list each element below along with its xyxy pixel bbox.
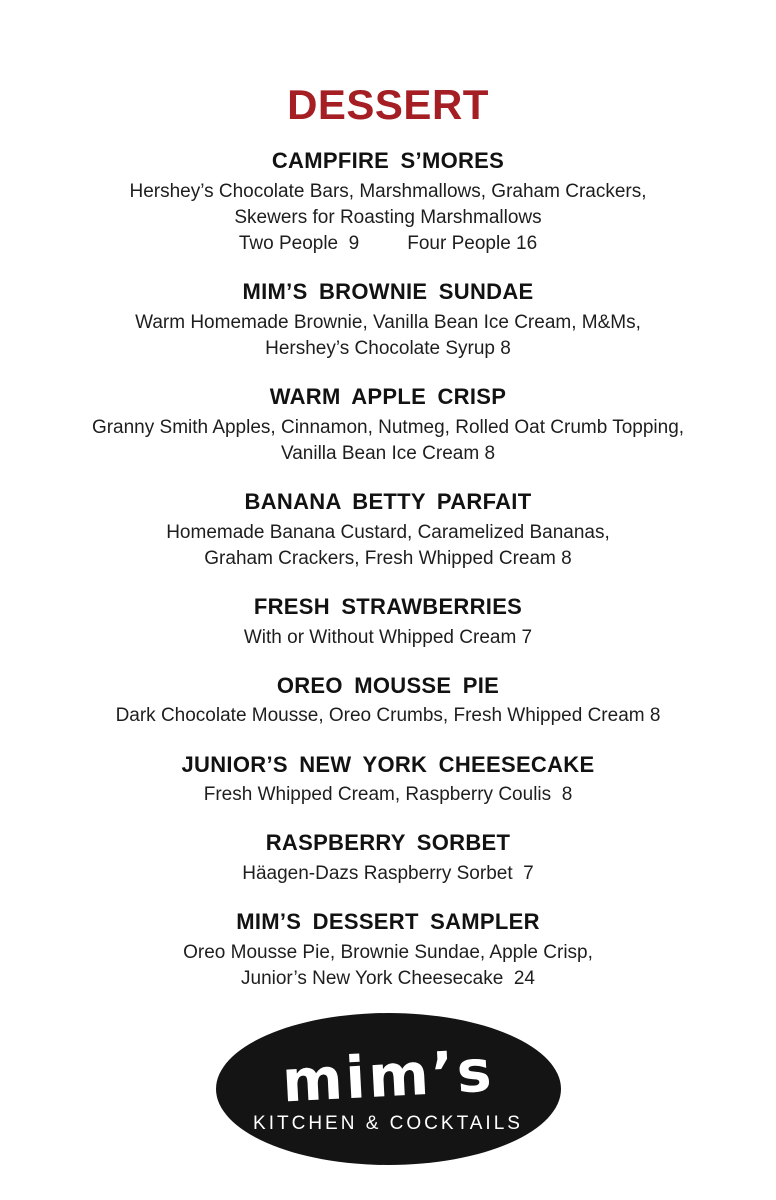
item-description-line: Graham Crackers, Fresh Whipped Cream 8 (204, 547, 572, 569)
item-description-line: Fresh Whipped Cream, Raspberry Coulis 8 (203, 784, 573, 806)
item-name: FRESH STRAWBERRIES (253, 594, 523, 620)
item-name: CAMPFIRE S’MORES (271, 148, 505, 174)
menu-item-campfire-smores (0, 147, 776, 257)
item-description-line: Häagen-Dazs Raspberry Sorbet 7 (242, 862, 534, 884)
menu-item-juniors-cheesecake (0, 751, 776, 809)
logo-wordmark: mim’s (280, 1036, 496, 1116)
item-description-line: Granny Smith Apples, Cinnamon, Nutmeg, Rolled Oat Crumb Topping, (91, 416, 685, 438)
item-name: MIM’S DESSERT SAMPLER (236, 909, 540, 935)
item-description-line: Dark Chocolate Mousse, Oreo Crumbs, Fresh Whipped Cream 8 (115, 705, 661, 727)
item-name: BANANA BETTY PARFAIT (244, 489, 532, 515)
menu-item-raspberry-sorbet (0, 829, 776, 887)
price-option-four-people: Four People 16 (407, 233, 538, 255)
item-description-line: Hershey’s Chocolate Bars, Marshmallows, Graham Crackers, (129, 180, 647, 202)
item-name: OREO MOUSSE PIE (276, 672, 500, 698)
item-description-line: With or Without Whipped Cream 7 (243, 626, 533, 648)
item-description-line: Warm Homemade Brownie, Vanilla Bean Ice Cream, M&Ms, (135, 311, 641, 333)
item-name: WARM APPLE CRISP (269, 384, 507, 410)
menu-item-dessert-sampler (0, 908, 776, 992)
price-options-row (0, 231, 776, 257)
item-description-line: Vanilla Bean Ice Cream 8 (280, 443, 496, 464)
item-description-line: Skewers for Roasting Marshmallows (234, 206, 542, 228)
item-description-line: Junior’s New York Cheesecake 24 (241, 967, 535, 989)
item-description-line: Homemade Banana Custard, Caramelized Bananas, (166, 521, 610, 543)
item-name: JUNIOR’S NEW YORK CHEESECAKE (181, 751, 595, 777)
item-description-line: Hershey’s Chocolate Syrup 8 (265, 338, 511, 360)
price-option-two-people: Two People 9 (238, 233, 360, 255)
mims-logo (216, 1013, 561, 1165)
menu-item-brownie-sundae (0, 278, 776, 362)
page-title: DESSERT (287, 81, 489, 128)
menu-item-banana-betty-parfait (0, 488, 776, 572)
logo-footer (0, 1013, 776, 1165)
menu-item-fresh-strawberries (0, 593, 776, 651)
item-name: MIM’S BROWNIE SUNDAE (242, 279, 534, 305)
item-description-line: Oreo Mousse Pie, Brownie Sundae, Apple Crisp, (183, 941, 593, 963)
menu-item-warm-apple-crisp (0, 383, 776, 467)
menu-item-oreo-mousse-pie (0, 672, 776, 730)
item-name: RASPBERRY SORBET (265, 830, 511, 856)
logo-tagline: KITCHEN & COCKTAILS (253, 1112, 523, 1134)
